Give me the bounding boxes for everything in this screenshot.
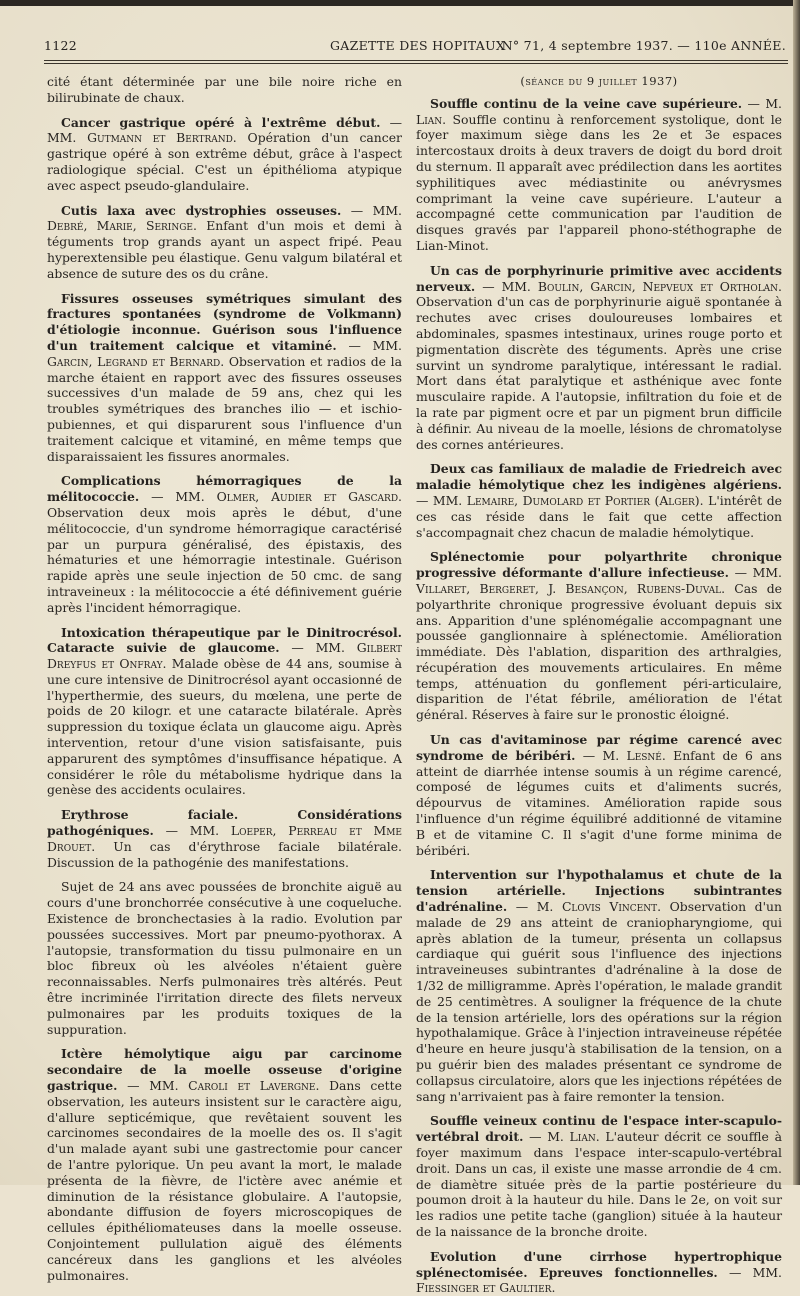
article-authors: M. Clovis Vincent. xyxy=(536,899,662,915)
article-title: Ictère hémolytique aigu par carcinome secondaire de la moelle osseuse d'origine gastrique. xyxy=(47,1046,402,1094)
article-title: Un cas d'avitaminose par régime carencé avec syndrome de béribéri. xyxy=(416,732,782,763)
article-title: Evolution d'une cirrhose hypertrophique splénectomisée. Epreuves fonctionnelles. xyxy=(416,1248,782,1280)
session-date-text: (séance du 9 juillet 1937) xyxy=(520,74,678,88)
article-entry: Complications hémorragiques de la mélitococcie. — MM. Olmer, Audier et Gascard. Observation deux mois après le début, d'une mélitococcie, d'un syndrome hémorragique caractérisé par un purpura généralisé, des épistaxis, des hématuries et une hémorragie intestinale. Guérison rapide après une seule injection de 50 cmc. de sang intraveineux : la mélitococcie a été définivement guérie après l'incident hémorragique. xyxy=(47,473,402,615)
page-number: 1122 xyxy=(44,38,78,53)
article-title: Souffle continu de la veine cave supérieure. xyxy=(430,95,743,111)
article-entry: Souffle continu de la veine cave supérieure. — M. Lian. Souffle continu à renforcement systolique, dont le foyer maximum siège dans les 2e et 3e espaces intercostaux droits à deux travers de doigt du bord droit du sternum. Il apparaît avec prédilection dans les aortites syphilitiques avec médiastinite ou anévrysmes comprimant la veine cave supérieure. L'auteur a accompagné cette communication par l'audition de disques gravés par l'appareil phono-stéthographe de Lian-Minot. xyxy=(416,95,782,253)
article-body: Observation deux mois après le début, d'une mélitococcie, d'un syndrome hémorragique caractérisé par un purpura généralisé, des épistaxis, des hématuries et une hémorragie intestinale. Guérison rapide après une seule injection de 50 cmc. de sang intraveineux : la mélitococcie a été définivement guérie après l'incident hémorragique. xyxy=(47,504,402,615)
article-authors: MM. Debré, Marie, Seringe. xyxy=(47,202,402,234)
article-body: Un cas d'érythrose faciale bilatérale. Discussion de la pathogénie des manifestations. xyxy=(47,838,402,870)
article-body: L'intérêt de ces cas réside dans le fait que cette affection s'accompagnait chez chacun de maladie hémolytique. xyxy=(416,492,782,540)
issue-info: N° 71, 4 septembre 1937. — 110e ANNÉE. xyxy=(501,38,786,53)
article-authors: MM. Boulin, Garcin, Nepveux et Ortholan. xyxy=(501,278,782,294)
article-title: Un cas de porphyrinurie primitive avec accidents nerveux. xyxy=(416,262,782,294)
article-entry: Deux cas familiaux de maladie de Friedreich avec maladie hémolytique chez les indigènes algériens. — MM. Lemaire, Dumolard et Portier (Alger). L'intérêt de ces cas réside dans le fait que cette affection s'accompagnait chez chacun de maladie hémolytique. xyxy=(416,461,782,540)
scan-top-edge xyxy=(0,0,800,6)
article-body: Observation d'un malade de 29 ans atteint de craniopharyngiome, qui après ablation de la tumeur, présenta un collapsus cardiaque qui guérit sous l'influence des injections intraveineuses subintrantes d'adrénaline à la dose de 1/32 de milligramme. Après l'opération, le malade grandit de 25 centimètres. A souligner la fréquence de la chute de la tension artérielle, lors des opérations sur la région hypothalamique. Grâce à l'injection intraveineuse répétée d'heure en heure jusqu'à stabilisation de la tension, on a pu guérir bien des malades présentant ce syndrome de collapsus circulatoire, alors que les injections répétées de sang n'arrivaient pas à faire remonter la tension. xyxy=(416,899,782,1104)
article-authors: MM. Gilbert Dreyfus et Onfray. xyxy=(47,640,402,672)
article-entry: Intoxication thérapeutique par le Dinitrocrésol. Cataracte suivie de glaucome. — MM. Gilbert Dreyfus et Onfray. Malade obèse de 44 ans, soumise à une cure intensive de Dinitrocrésol ayant occasionné de l'hyperthermie, des sueurs, du mœlena, une perte de poids de 20 kilogr. et une cataracte bilatérale. Après suppression du toxique éclata un glaucome aigu. Après intervention, retour d'une vision satisfaisante, puis apparurent des symptômes d'insuffisance hépatique. A considérer le rôle du métabolisme hydrique dans la genèse des accidents oculaires. xyxy=(47,624,402,798)
article-title: Splénectomie pour polyarthrite chronique progressive déformante d'allure infectieuse. xyxy=(416,549,782,581)
article-entry: Souffle veineux continu de l'espace inter-scapulo-vertébral droit. — M. Lian. L'auteur décrit ce souffle à foyer maximum dans l'espace inter-scapulo-vertébral droit. Dans un cas, il existe une masse arrondie de 4 cm. de diamètre située près de la partie postérieure du poumon droit à la hauteur du hile. Dans le 2e, on voit sur les radios une petite tache (ganglion) située à la hauteur de la naissance de la bronche droite. xyxy=(416,1113,782,1239)
article-title: Souffle veineux continu de l'espace inter-scapulo-vertébral droit. xyxy=(416,1113,782,1145)
article-title: Intoxication thérapeutique par le Dinitrocrésol. Cataracte suivie de glaucome. xyxy=(47,624,402,656)
article-body: Enfant d'un mois et demi à téguments trop grands ayant un aspect fripé. Peau hyperextensible peu élastique. Genu valgum bilatéral et absence de suture des os du crâne. xyxy=(47,218,402,281)
article-authors: M. Lian. xyxy=(547,1129,600,1145)
article-body: Enfant de 6 ans atteint de diarrhée intense soumis à un régime carencé, composé de légumes cuits et d'aliments sucrés, dépourvus de vitamines. Amélioration rapide sous l'influence d'un régime équilibré additionné de vitamine B et de vitamine C. Il s'agit d'une forme minima de béribéri. xyxy=(416,747,782,858)
article-body: Souffle continu à renforcement systolique, dont le foyer maximum siège dans les 2e et 3e espaces intercostaux droits à deux travers de doigt du bord droit du sternum. Il apparaît avec prédilection dans les aortites syphilitiques avec médiastinite ou anévrysmes comprimant la veine cave supérieure. L'auteur a accompagné cette communication par l'audition de disques gravés par l'appareil phono-stéthographe de Lian-Minot. xyxy=(416,111,782,253)
article-authors: MM. Garcin, Legrand et Bernard. xyxy=(47,337,402,369)
article-title: Intervention sur l'hypothalamus et chute de la tension artérielle. Injections subintrantes d'adrénaline. xyxy=(416,867,782,915)
article-title: Complications hémorragiques de la mélitococcie. xyxy=(47,473,402,505)
article-entry: Cancer gastrique opéré à l'extrême début. — MM. Gutmann et Bertrand. Opération d'un cancer gastrique opéré à son extrême début, grâce à l'aspect radiologique spécial. C'est un épithélioma atypique avec aspect pseudo-glandulaire. xyxy=(47,114,402,193)
header-rule xyxy=(44,60,788,61)
article-entry: Ictère hémolytique aigu par carcinome secondaire de la moelle osseuse d'origine gastrique. — MM. Caroli et Lavergne. Dans cette observation, les auteurs insistent sur le caractère aigu, d'allure septicémique, que revêtaient souvent les carcinomes secondaires de la moelle des os. Il s'agit d'un malade ayant subi une gastrectomie pour cancer de l'antre pylorique. Un peu avant la mort, le malade présenta de la fièvre, de l'ictère avec anémie et diminution de la résistance globulaire. A l'autopsie, abondante diffusion de foyers microscopiques de cellules épithéliomateuses dans la moelle osseuse. Conjointement pullulation aiguë des éléments cancéreux dans les ganglions et les alvéoles pulmonaires. xyxy=(47,1046,402,1283)
article-body: Observation et radios de la marche étaient en rapport avec des fissures osseuses successives d'un malade de 59 ans, chez qui les troubles symétriques des branches ilio — et ischio-pubiennes, et qui disparurent sous l'influence d'un traitement calcique et vitaminé, en même temps que disparaissaient les fissures anormales. xyxy=(47,353,402,464)
article-entry: Fissures osseuses symétriques simulant des fractures spontanées (syndrome de Volkmann) d'étiologie inconnue. Guérison sous l'influence d'un traitement calcique et vitaminé. — MM. Garcin, Legrand et Bernard. Observation et radios de la marche étaient en rapport avec des fissures osseuses successives d'un malade de 59 ans, chez qui les troubles symétriques des branches ilio — et ischio-pubiennes, et qui disparurent sous l'influence d'un traitement calcique et vitaminé, en même temps que disparaissaient les fissures anormales. xyxy=(47,290,402,464)
article-entry: Un cas de porphyrinurie primitive avec accidents nerveux. — MM. Boulin, Garcin, Nepveux et Ortholan. Observation d'un cas de porphyrinurie aiguë spontanée à rechutes avec crises douloureuses lombaires et abdominales, spasmes intestinaux, urines rouge porto et pigmentation discrète des téguments. Après une crise survint un syndrome paralytique, intéressant le radial. Mort dans état paralytique et asthénique avec fonte musculaire rapide. A l'autopsie, infiltration du foie et de la rate par pigment ocre et par un pigment brun difficile à définir. Au niveau de la moelle, lésions de chromatolyse des cornes antérieures. xyxy=(416,262,782,452)
page-header xyxy=(44,38,788,58)
article-entry: Splénectomie pour polyarthrite chronique progressive déformante d'allure infectieuse. — MM. Villaret, Bergeret, J. Besançon, Rubens-Duval. Cas de polyarthrite chronique progressive évoluant depuis six ans. Apparition d'une splénomégalie accompagnant une poussée ganglionnaire à splénectomie. Amélioration immédiate. Dès l'ablation, disparition des arthralgies, récupération des mouvements articulaires. En même temps, atténuation du gonflement péri-articulaire, disparition de l'état fébrile, amélioration de l'état général. Réserves à faire sur le pronostic éloigné. xyxy=(416,549,782,723)
session-date xyxy=(416,74,782,90)
article-authors: MM. Olmer, Audier et Gascard. xyxy=(175,489,402,505)
article-authors: M. Lian. xyxy=(416,95,782,127)
article-authors: MM. Loeper, Perreau et Mme Drouet. xyxy=(47,823,402,854)
article-entry: Un cas d'avitaminose par régime carencé avec syndrome de béribéri. — M. Lesné. Enfant de 6 ans atteint de diarrhée intense soumis à un régime carencé, composé de légumes cuits et d'aliments sucrés, dépourvus de vitamines. Amélioration rapide sous l'influence d'un régime équilibré additionné de vitamine B et de vitamine C. Il s'agit d'une forme minima de béribéri. xyxy=(416,732,782,858)
article-body: Observation d'un cas de porphyrinurie aiguë spontanée à rechutes avec crises douloureuses lombaires et abdominales, spasmes intestinaux, urines rouge porto et pigmentation discrète des téguments. Après une crise survint un syndrome paralytique, intéressant le radial. Mort dans état paralytique et asthénique avec fonte musculaire rapide. A l'autopsie, infiltration du foie et de la rate par pigment ocre et par un pigment brun difficile à définir. Au niveau de la moelle, lésions de chromatolyse des cornes antérieures. xyxy=(416,294,782,452)
article-body: Malade obèse de 44 ans, soumise à une cure intensive de Dinitrocrésol ayant occasionné de l'hyperthermie, des sueurs, du mœlena, une perte de poids de 20 kilogr. et une cataracte bilatérale. Après suppression du toxique éclata un glaucome aigu. Après intervention, retour d'une vision satisfaisante, puis apparurent des symptômes d'insuffisance hépatique. A considérer le rôle du métabolisme hydrique dans la genèse des accidents oculaires. xyxy=(47,656,402,798)
left-column xyxy=(47,74,402,1283)
article-title: Fissures osseuses symétriques simulant des fractures spontanées (syndrome de Volkmann) d'étiologie inconnue. Guérison sous l'influence d'un traitement calcique et vitaminé. xyxy=(47,290,402,353)
article-entry: Evolution d'une cirrhose hypertrophique splénectomisée. Epreuves fonctionnelles. — MM. Fiessinger et Gaultier. xyxy=(416,1248,782,1296)
article-body: Opération d'un cancer gastrique opéré à son extrême début, grâce à l'aspect radiologique spécial. C'est un épithélioma atypique avec aspect pseudo-glandulaire. xyxy=(47,130,402,193)
article-title: Deux cas familiaux de maladie de Friedreich avec maladie hémolytique chez les indigènes algériens. xyxy=(416,461,782,493)
right-column xyxy=(416,74,782,1296)
article-authors: MM. Caroli et Lavergne. xyxy=(149,1078,320,1094)
article-body: L'auteur décrit ce souffle à foyer maximum dans l'espace inter-scapulo-vertébral droit. Dans un cas, il existe une masse arrondie de 4 cm. de diamètre située près de la partie postérieure du poumon droit à la hauteur du hile. Dans le 2e, on voit sur les radios une petite tache (ganglion) située à la hauteur de la naissance de la bronche droite. xyxy=(416,1129,782,1239)
article-entry: Cutis laxa avec dystrophies osseuses. — MM. Debré, Marie, Seringe. Enfant d'un mois et demi à téguments trop grands ayant un aspect fripé. Peau hyperextensible peu élastique. Genu valgum bilatéral et absence de suture des os du crâne. xyxy=(47,202,402,281)
body-paragraph: Sujet de 24 ans avec poussées de bronchite aiguë au cours d'une bronchorrée consécutive à une coqueluche. Existence de bronchectasies à la radio. Evolution par poussées successives. Mort par pneumo-pyothorax. A l'autopsie, transformation du tissu pulmonaire en un bloc fibreux où les alvéoles n'étaient guère reconnaissables. Nerfs pulmonaires très altérés. Peut être incriminée l'irritation directe des filets nerveux pulmonaires par les produits toxiques de la suppuration. xyxy=(47,879,402,1037)
article-entry: Intervention sur l'hypothalamus et chute de la tension artérielle. Injections subintrantes d'adrénaline. — M. Clovis Vincent. Observation d'un malade de 29 ans atteint de craniopharyngiome, qui après ablation de la tumeur, présenta un collapsus cardiaque qui guérit sous l'influence des injections intraveineuses subintrantes d'adrénaline à la dose de 1/32 de milligramme. Après l'opération, le malade grandit de 25 centimètres. A souligner la fréquence de la chute de la tension artérielle, lors des opérations sur la région hypothalamique. Grâce à l'injection intraveineuse répétée d'heure en heure jusqu'à stabilisation de la tension, on a pu guérir bien des malades présentant ce syndrome de collapsus circulatoire, alors que les injections répétées de sang n'arrivaient pas à faire remonter la tension. xyxy=(416,867,782,1104)
header-rule-double xyxy=(44,63,788,64)
article-authors: MM. Lemaire, Dumolard et Portier (Alger). xyxy=(432,492,704,508)
article-title: Cancer gastrique opéré à l'extrême début. xyxy=(61,114,381,130)
article-body: Dans cette observation, les auteurs insistent sur le caractère aigu, d'allure septicémique, que revêtaient souvent les carcinomes secondaires de la moelle des os. Il s'agit d'un malade ayant subi une gastrectomie pour cancer de l'antre pylorique. Un peu avant la mort, le malade présenta de la fièvre, de l'ictère avec anémie et diminution de la résistance globulaire. A l'autopsie, abondante diffusion de foyers microscopiques de cellules épithéliomateuses dans la moelle osseuse. Conjointement pullulation aiguë des éléments cancéreux dans les ganglions et les alvéoles pulmonaires. xyxy=(47,1078,402,1283)
article-body: Cas de polyarthrite chronique progressive évoluant depuis six ans. Apparition d'une splénomégalie accompagnant une poussée ganglionnaire à splénectomie. Amélioration immédiate. Dès l'ablation, disparition des arthralgies, récupération des mouvements articulaires. En même temps, atténuation du gonflement péri-articulaire, disparition de l'état fébrile, amélioration de l'état général. Réserves à faire sur le pronostic éloigné. xyxy=(416,580,782,723)
journal-title: GAZETTE DES HOPITAUX xyxy=(330,38,506,53)
continued-paragraph: cité étant déterminée par une bile noire riche en bilirubinate de chaux. xyxy=(47,74,402,105)
article-authors: MM. Gutmann et Bertrand. xyxy=(47,130,237,146)
article-entry: Erythrose faciale. Considérations pathogéniques. — MM. Loeper, Perreau et Mme Drouet. Un cas d'érythrose faciale bilatérale. Discussion de la pathogénie des manifestations. xyxy=(47,807,402,870)
article-authors: MM. Fiessinger et Gaultier. xyxy=(416,1264,782,1296)
article-authors: M. Lesné. xyxy=(602,747,666,763)
article-title: Erythrose faciale. Considérations pathogéniques. xyxy=(47,807,402,839)
scan-right-edge xyxy=(793,0,800,1185)
article-title: Cutis laxa avec dystrophies osseuses. xyxy=(61,202,342,218)
article-authors: MM. Villaret, Bergeret, J. Besançon, Rubens-Duval. xyxy=(416,565,782,596)
